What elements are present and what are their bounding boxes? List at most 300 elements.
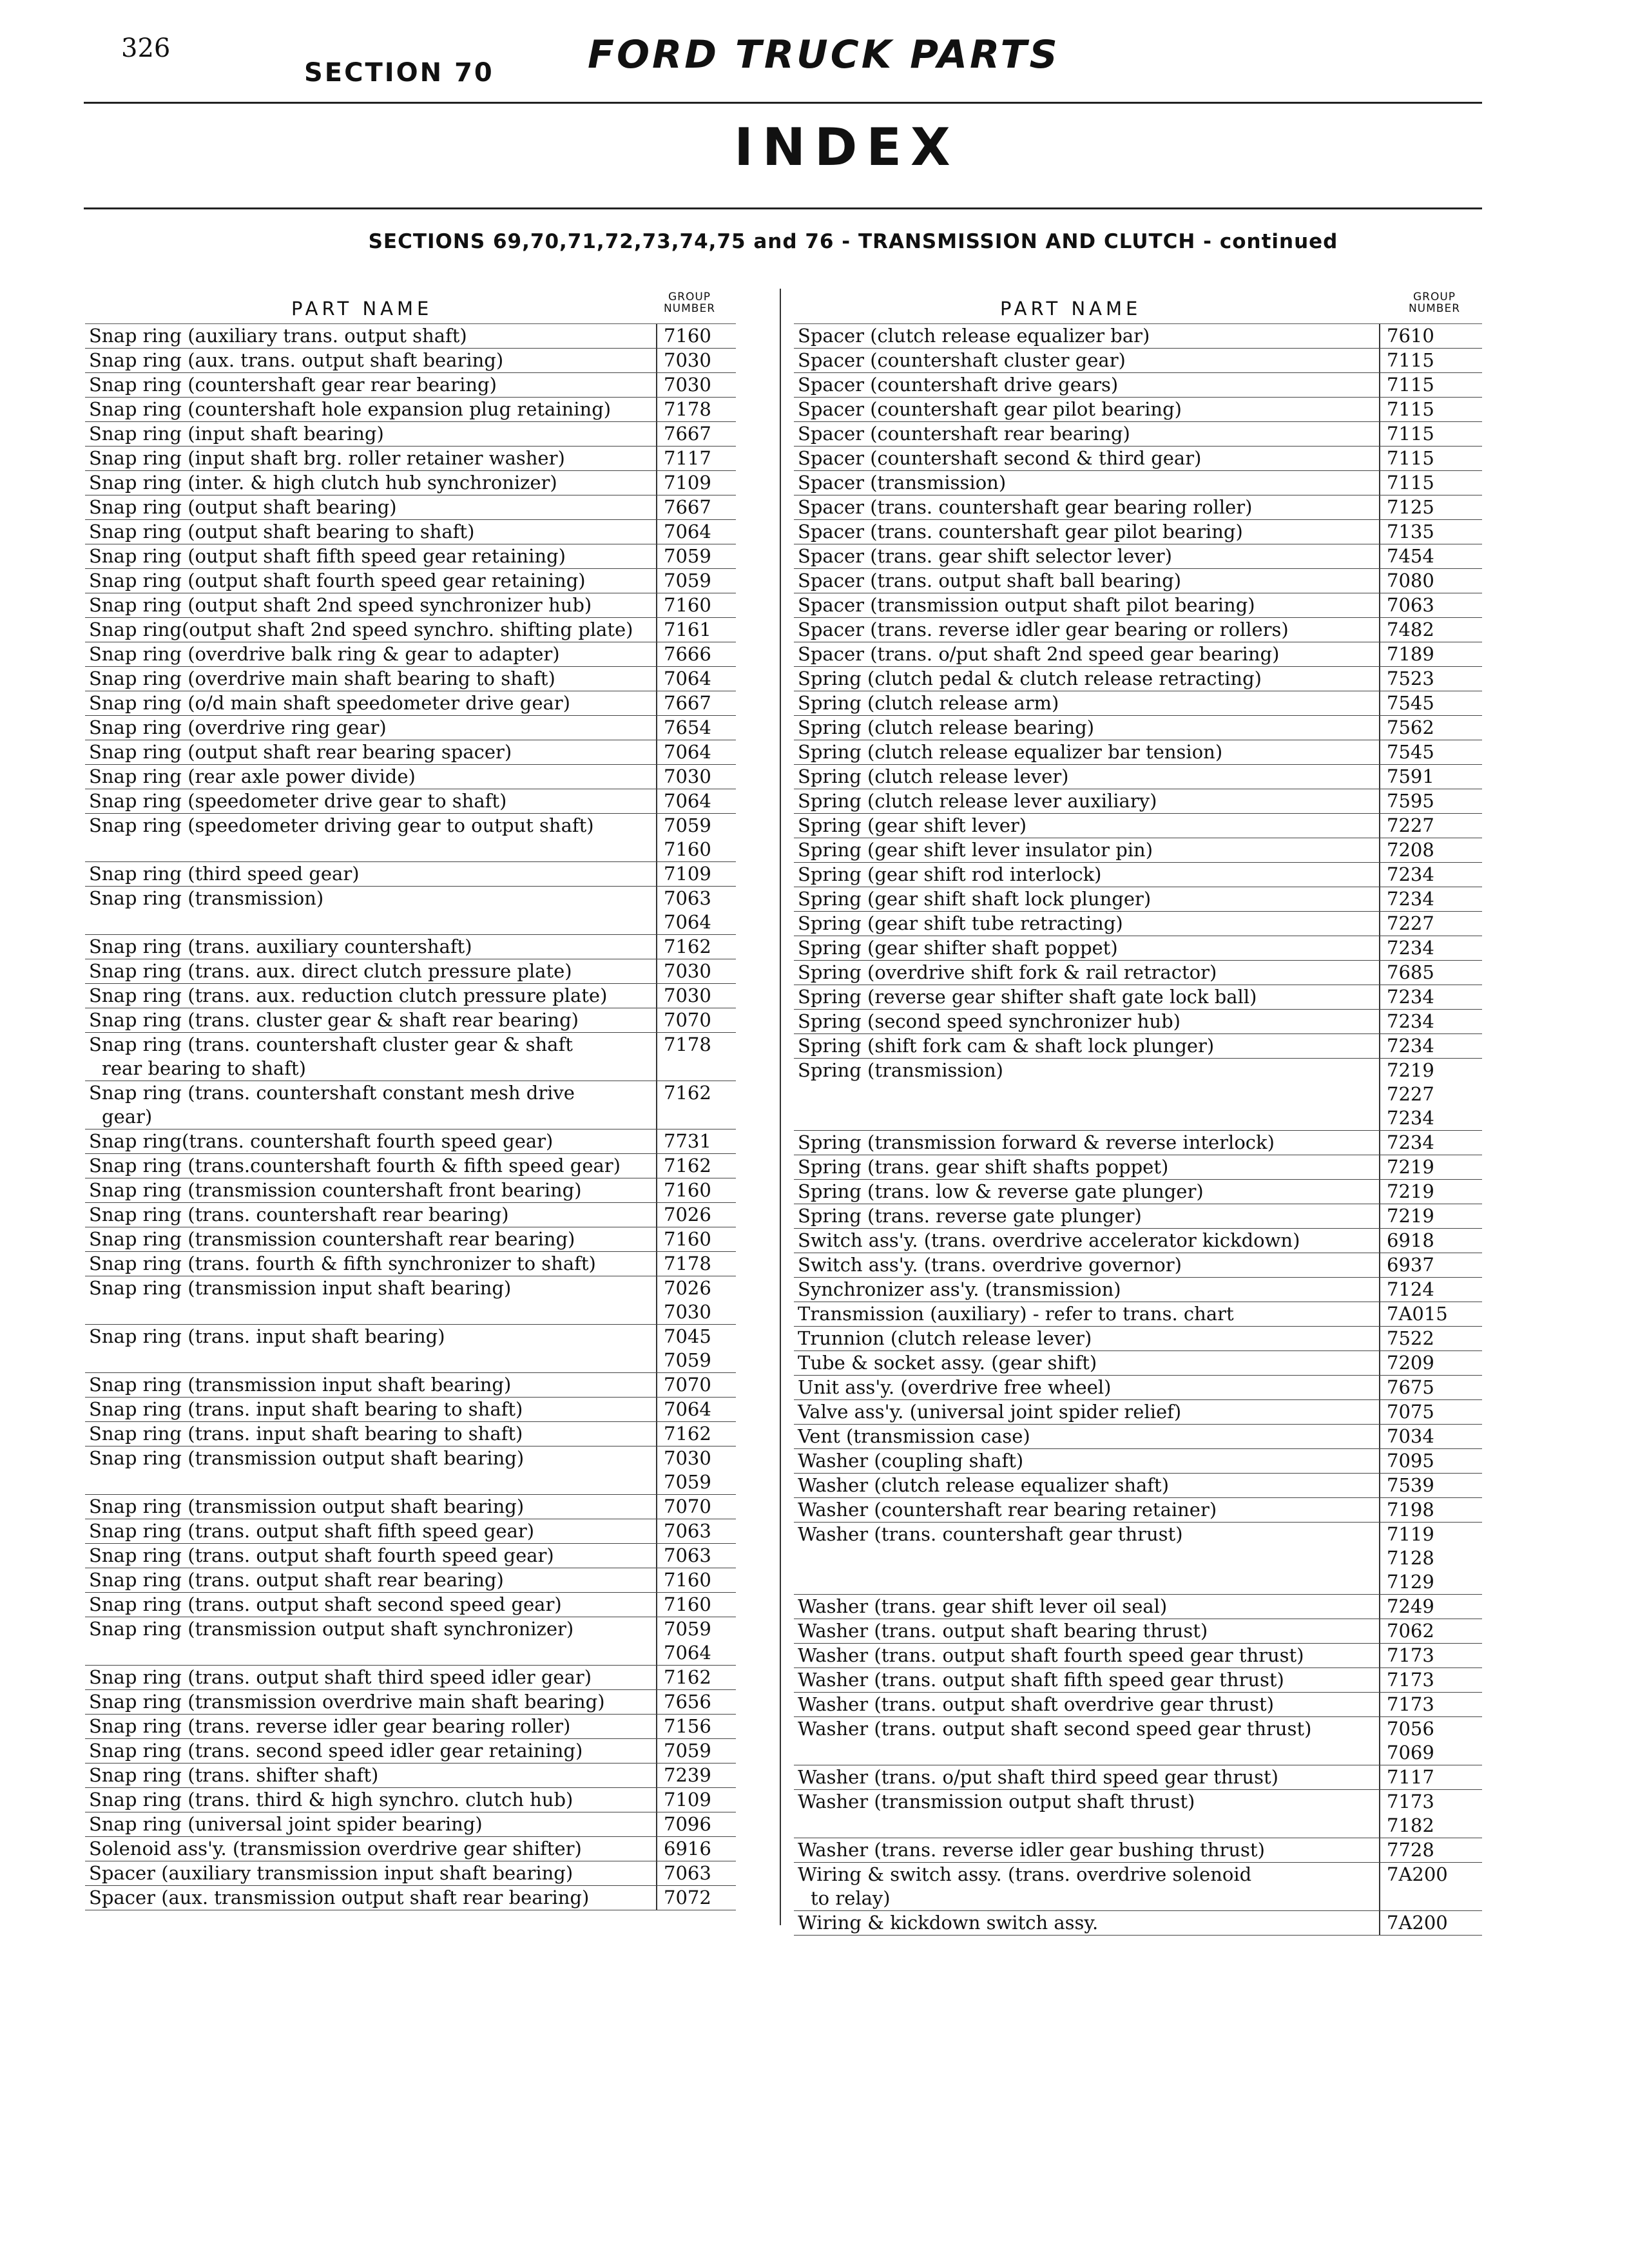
index-row [85,422,736,447]
part-name-cell [794,716,1380,740]
part-name-cell [794,447,1380,470]
part-name-text: Snap ring (inter. & high clutch hub synchronizer) [89,472,557,494]
part-name-cell [85,593,657,617]
group-number-cell [657,349,736,372]
group-number-text: 7115 [1387,398,1434,420]
part-name-cell [85,1886,657,1910]
part-name-cell [794,1131,1380,1155]
index-rows-right [794,324,1482,1936]
index-row [85,373,736,398]
group-number-cell [1380,1400,1477,1424]
part-name-text: Spring (clutch pedal & clutch release retracting) [798,668,1262,689]
group-number-cell [1380,1449,1477,1473]
part-name-text: Snap ring (trans. second speed idler gear retaining) [89,1740,583,1762]
group-label-2: NUMBER [1408,302,1461,315]
part-name-cell [85,1154,657,1178]
group-number-cell [657,1081,736,1129]
index-row [794,447,1482,471]
part-name-text: Spring (second speed synchronizer hub) [798,1010,1181,1032]
group-number-cell [1380,569,1477,593]
part-name-cell [794,1059,1380,1130]
part-name-cell [794,1474,1380,1497]
group-number-cell [1380,1253,1477,1277]
part-name-cell [85,1715,657,1738]
group-number-text: 7523 [1387,668,1434,689]
group-number-text: 7062 [1387,1620,1434,1642]
part-name-cell [85,765,657,789]
group-number-cell [657,1495,736,1519]
brand-title: FORD TRUCK PARTS [588,32,1060,77]
group-number-text: 7030 [664,1301,711,1323]
part-name-text: Transmission (auxiliary) - refer to trans. chart [798,1303,1234,1325]
part-name-text: Spacer (trans. gear shift selector lever) [798,545,1172,567]
part-name-cell [85,447,657,470]
group-number-cell [1380,593,1477,617]
index-row [794,1034,1482,1059]
group-number-text: 7249 [1387,1595,1434,1617]
part-name-text: Spring (transmission forward & reverse interlock) [798,1131,1275,1153]
group-number-text: 7160 [664,325,711,347]
part-name-cell [85,1129,657,1153]
group-number-cell [657,642,736,666]
part-name-cell [85,740,657,764]
group-number-text: 7234 [1387,1107,1434,1129]
group-number-cell [657,740,736,764]
group-number-text: 7063 [1387,594,1434,616]
index-row [85,1154,736,1178]
part-name-cell [85,324,657,348]
group-number-text: 7227 [1387,912,1434,934]
part-name-text: Spacer (countershaft second & third gear) [798,447,1202,469]
part-name-cell [85,1227,657,1251]
group-number-text: 7109 [664,863,711,885]
part-name-text: Switch ass'y. (trans. overdrive accelerator kickdown) [798,1229,1300,1251]
index-row [794,1180,1482,1204]
index-row [794,1010,1482,1034]
group-number-text: 7030 [664,374,711,396]
index-row [794,1595,1482,1619]
index-row [794,1229,1482,1253]
part-name-text: Spacer (trans. o/put shaft 2nd speed gear bearing) [798,643,1280,665]
index-row [85,1276,736,1325]
group-number-cell [657,618,736,642]
group-number-cell [1380,667,1477,691]
group-number-cell [657,471,736,495]
part-name-cell [85,1276,657,1324]
part-name-text: Spring (gear shift lever) [798,814,1027,836]
group-number-text: 7482 [1387,619,1434,640]
index-row [794,1204,1482,1229]
part-name-text: Snap ring (trans. auxiliary countershaft) [89,936,472,957]
index-row [85,1886,736,1910]
index-row [794,887,1482,912]
group-number-cell [657,398,736,421]
part-name-cell [85,862,657,886]
group-number-cell [1380,1863,1477,1910]
index-row [85,1812,736,1837]
group-number-cell [657,1422,736,1446]
part-name-cell [794,1717,1380,1765]
index-row [794,544,1482,569]
index-row [85,520,736,544]
index-row [794,691,1482,716]
index-row [85,618,736,642]
part-name-text: Spring (clutch release lever auxiliary) [798,790,1157,812]
group-number-cell [657,1690,736,1714]
index-row [85,1203,736,1227]
part-name-text: Snap ring (countershaft hole expansion plug retaining) [89,398,612,420]
part-name-text: Snap ring (overdrive balk ring & gear to adapter) [89,643,560,665]
part-name-cell [794,1327,1380,1350]
group-number-text: 7115 [1387,447,1434,469]
group-number-cell [657,1252,736,1276]
index-row [794,593,1482,618]
part-name-cell [794,593,1380,617]
part-name-text: Spring (clutch release arm) [798,692,1059,714]
index-row [794,324,1482,349]
group-number-cell [1380,1229,1477,1253]
index-row [85,398,736,422]
part-name-text: Snap ring (output shaft bearing) [89,496,397,518]
index-row [85,1568,736,1593]
group-number-text: 7075 [1387,1401,1434,1423]
part-name-cell [794,1400,1380,1424]
part-name-cell [85,618,657,642]
index-row [85,1033,736,1081]
group-number-cell [657,520,736,544]
part-name-cell [794,765,1380,789]
index-row [794,398,1482,422]
part-name-cell [85,935,657,959]
group-number-text: 7173 [1387,1669,1434,1691]
part-name-text: Snap ring (transmission output shaft bearing) [89,1447,525,1469]
group-number-cell [657,373,736,397]
part-name-cell [794,1595,1380,1619]
index-row [85,1227,736,1252]
index-row [794,863,1482,887]
part-name-text: Snap ring (trans. output shaft rear bearing) [89,1569,504,1591]
header-rule [84,102,1482,104]
part-name-text: Snap ring (output shaft fourth speed gear retaining) [89,570,586,591]
index-row [85,471,736,495]
index-row [794,1523,1482,1595]
part-name-text: Snap ring (trans. countershaft rear bearing) [89,1204,509,1225]
part-name-text: Washer (trans. output shaft fifth speed gear thrust) [798,1669,1284,1691]
part-name-text: Synchronizer ass'y. (transmission) [798,1278,1121,1300]
part-name-text: Spacer (clutch release equalizer bar) [798,325,1150,347]
part-name-cell [85,1519,657,1543]
group-number-cell [1380,1790,1477,1838]
group-number-cell [1380,789,1477,813]
part-name-text: Washer (trans. reverse idler gear bushing thrust) [798,1839,1265,1861]
part-name-cell [85,349,657,372]
group-number-cell [657,1617,736,1665]
group-number-text: 7056 [1387,1718,1434,1740]
part-name-cell [794,838,1380,862]
group-number-text: 7117 [664,447,711,469]
part-name-cell [794,1619,1380,1643]
group-number-cell [657,1593,736,1617]
part-name-text: Snap ring (trans. input shaft bearing to shaft) [89,1398,523,1420]
group-number-text: 6918 [1387,1229,1434,1251]
group-number-text: 7115 [1387,349,1434,371]
part-name-cell [794,398,1380,421]
group-number-cell [657,422,736,446]
group-number-cell [1380,1717,1477,1765]
group-number-cell [1380,863,1477,887]
part-name-text: Spring (gear shift shaft lock plunger) [798,888,1152,910]
index-row [794,642,1482,667]
group-number-text: 7059 [664,814,711,836]
part-name-text: Switch ass'y. (trans. overdrive governor) [798,1254,1182,1276]
part-name-text: to relay) [811,1887,891,1909]
part-name-text: Snap ring (transmission output shaft synchronizer) [89,1618,574,1640]
group-number-text: 7064 [664,521,711,543]
part-name-cell [794,740,1380,764]
group-number-cell [1380,447,1477,470]
part-name-text: Spring (shift fork cam & shaft lock plunger) [798,1035,1215,1057]
group-number-cell [657,495,736,519]
part-name-cell [794,1765,1380,1789]
group-number-text: 7239 [664,1764,711,1786]
group-number-text: 7219 [1387,1205,1434,1227]
part-name-text: Washer (trans. output shaft fourth speed gear thrust) [798,1644,1304,1666]
index-row [794,740,1482,765]
group-number-text: 7208 [1387,839,1434,861]
title-rule [84,207,1482,209]
index-row [85,1715,736,1739]
group-number-cell [1380,1010,1477,1033]
group-number-text: 7135 [1387,521,1434,543]
group-number-cell [1380,1474,1477,1497]
index-row [85,765,736,789]
group-number-text: 7059 [664,570,711,591]
index-row [794,1474,1482,1498]
part-name-cell [794,544,1380,568]
part-name-cell [85,1446,657,1494]
part-name-cell [85,1861,657,1885]
part-name-text: Snap ring (transmission output shaft bearing) [89,1495,525,1517]
part-name-text: Spring (gear shifter shaft poppet) [798,937,1118,959]
part-name-text: Snap ring (universal joint spider bearing) [89,1813,483,1835]
part-name-text: Spring (trans. gear shift shafts poppet) [798,1156,1169,1178]
part-name-text: Spacer (trans. countershaft gear pilot bearing) [798,521,1243,543]
group-number-text: 7026 [664,1277,711,1299]
group-number-text: 7A015 [1387,1303,1448,1325]
group-number-cell [1380,495,1477,519]
index-row [794,1059,1482,1131]
group-number-text: 7545 [1387,741,1434,763]
group-number-cell [657,1763,736,1787]
group-number-cell [1380,1765,1477,1789]
group-number-cell [1380,349,1477,372]
group-number-text: 7059 [664,545,711,567]
group-number-cell [1380,1302,1477,1326]
index-row [794,569,1482,593]
index-row [85,569,736,593]
part-name-text: Snap ring (transmission countershaft front bearing) [89,1179,582,1201]
part-name-text: Snap ring (trans.countershaft fourth & fifth speed gear) [89,1155,621,1177]
index-row [85,544,736,569]
index-row [794,1717,1482,1765]
group-number-cell [1380,1619,1477,1643]
group-number-text: 7045 [664,1325,711,1347]
group-number-text: 7189 [1387,643,1434,665]
group-number-text: 7064 [664,911,711,933]
group-number-text: 7160 [664,1179,711,1201]
index-row [794,520,1482,544]
index-row [85,984,736,1008]
part-name-cell [85,1033,657,1081]
group-label-1: GROUP [1412,291,1456,303]
part-name-text: Spacer (aux. transmission output shaft rear bearing) [89,1887,590,1908]
index-row [794,1644,1482,1668]
index-row [85,1690,736,1715]
part-name-cell [794,667,1380,691]
part-name-text: Spring (trans. low & reverse gate plunger) [798,1180,1204,1202]
part-name-text: Snap ring (trans. shifter shaft) [89,1764,379,1786]
part-name-text: Snap ring (auxiliary trans. output shaft) [89,325,467,347]
group-number-cell [657,814,736,861]
group-number-text: 7059 [664,1349,711,1371]
part-name-cell [85,667,657,691]
group-number-cell [1380,1180,1477,1204]
part-name-text: Vent (transmission case) [798,1425,1030,1447]
group-number-cell [1380,324,1477,348]
index-row [85,1252,736,1276]
index-row [794,1619,1482,1644]
part-name-cell [794,495,1380,519]
part-name-cell [85,422,657,446]
index-row [85,667,736,691]
index-row [85,862,736,887]
index-row [85,1617,736,1666]
group-number-text: 7034 [1387,1425,1434,1447]
part-name-text: Spring (transmission) [798,1059,1003,1081]
group-number-text: 7160 [664,1593,711,1615]
group-number-text: 7162 [664,1423,711,1445]
group-number-cell [1380,373,1477,397]
index-row [85,1398,736,1422]
part-name-cell [794,373,1380,397]
index-row [794,789,1482,814]
part-name-cell [85,1690,657,1714]
part-name-cell [85,398,657,421]
index-row [85,1495,736,1519]
group-number-cell [1380,691,1477,715]
index-row [85,642,736,667]
part-name-text: rear bearing to shaft) [102,1057,306,1079]
group-number-text: 7545 [1387,692,1434,714]
part-name-cell [85,984,657,1008]
part-name-text: Trunnion (clutch release lever) [798,1327,1092,1349]
part-name-text: Spacer (transmission output shaft pilot bearing) [798,594,1255,616]
group-number-text: 7162 [664,1666,711,1688]
group-number-cell [657,324,736,348]
group-number-cell [1380,1059,1477,1130]
group-number-text: 7160 [664,1569,711,1591]
index-row [85,691,736,716]
part-name-text: Washer (countershaft rear bearing retainer) [798,1499,1217,1521]
group-number-text: 7656 [664,1691,711,1713]
group-number-cell [657,447,736,470]
group-number-cell [1380,1498,1477,1522]
part-name-cell [85,1373,657,1397]
part-name-text: Snap ring (trans. output shaft third speed idler gear) [89,1666,592,1688]
part-name-cell [794,863,1380,887]
part-name-text: Washer (trans. gear shift lever oil seal) [798,1595,1168,1617]
page-number: 326 [121,34,171,63]
index-row [85,593,736,618]
group-number-cell [657,1837,736,1861]
group-number-cell [1380,1838,1477,1862]
index-row [794,1498,1482,1523]
part-name-cell [85,959,657,983]
part-name-cell [794,1668,1380,1692]
part-name-cell [85,1739,657,1763]
part-name-text: Snap ring (trans. output shaft fifth speed gear) [89,1520,535,1542]
group-number-cell [1380,422,1477,446]
index-row [794,961,1482,985]
part-name-text: Unit ass'y. (overdrive free wheel) [798,1376,1112,1398]
index-row [794,1155,1482,1180]
group-number-cell [1380,740,1477,764]
part-name-text: Snap ring (third speed gear) [89,863,360,885]
part-name-text: Spacer (trans. reverse idler gear bearing or rollers) [798,619,1289,640]
part-name-text: Solenoid ass'y. (transmission overdrive gear shifter) [89,1838,582,1860]
index-row [794,1911,1482,1936]
part-name-cell [794,1034,1380,1058]
part-name-cell [85,1666,657,1689]
group-number-text: 7064 [664,668,711,689]
index-row [85,814,736,862]
part-name-cell [794,1790,1380,1838]
index-row [794,373,1482,398]
index-row [794,1327,1482,1351]
part-name-text: Spring (clutch release equalizer bar tension) [798,741,1223,763]
part-name-cell [794,789,1380,813]
group-number-text: 7026 [664,1204,711,1225]
part-name-cell [85,544,657,568]
group-number-cell [657,1739,736,1763]
part-name-text: Snap ring (input shaft bearing) [89,423,384,445]
part-name-text: Spacer (countershaft cluster gear) [798,349,1126,371]
group-number-cell [657,862,736,886]
part-name-text: Snap ring (rear axle power divide) [89,765,416,787]
group-number-text: 7654 [664,716,711,738]
group-number-text: 7115 [1387,423,1434,445]
group-number-text: 7117 [1387,1766,1434,1788]
group-number-text: 7030 [664,765,711,787]
part-name-text: Washer (trans. output shaft bearing thrust) [798,1620,1208,1642]
part-name-text: Snap ring (o/d main shaft speedometer drive gear) [89,692,570,714]
index-row [85,1446,736,1495]
index-row [85,935,736,959]
group-number-text: 7069 [1387,1742,1434,1763]
part-name-text: Snap ring (output shaft fifth speed gear retaining) [89,545,566,567]
part-name-cell [794,1693,1380,1716]
group-number-text: 7030 [664,985,711,1006]
part-name-cell [794,349,1380,372]
part-name-cell [794,1838,1380,1862]
group-number-cell [657,1203,736,1227]
part-name-cell [794,642,1380,666]
index-row [85,1544,736,1568]
group-number-cell [1380,398,1477,421]
group-number-text: 7454 [1387,545,1434,567]
group-number-text: 7178 [664,1033,711,1055]
group-number-cell [1380,814,1477,838]
